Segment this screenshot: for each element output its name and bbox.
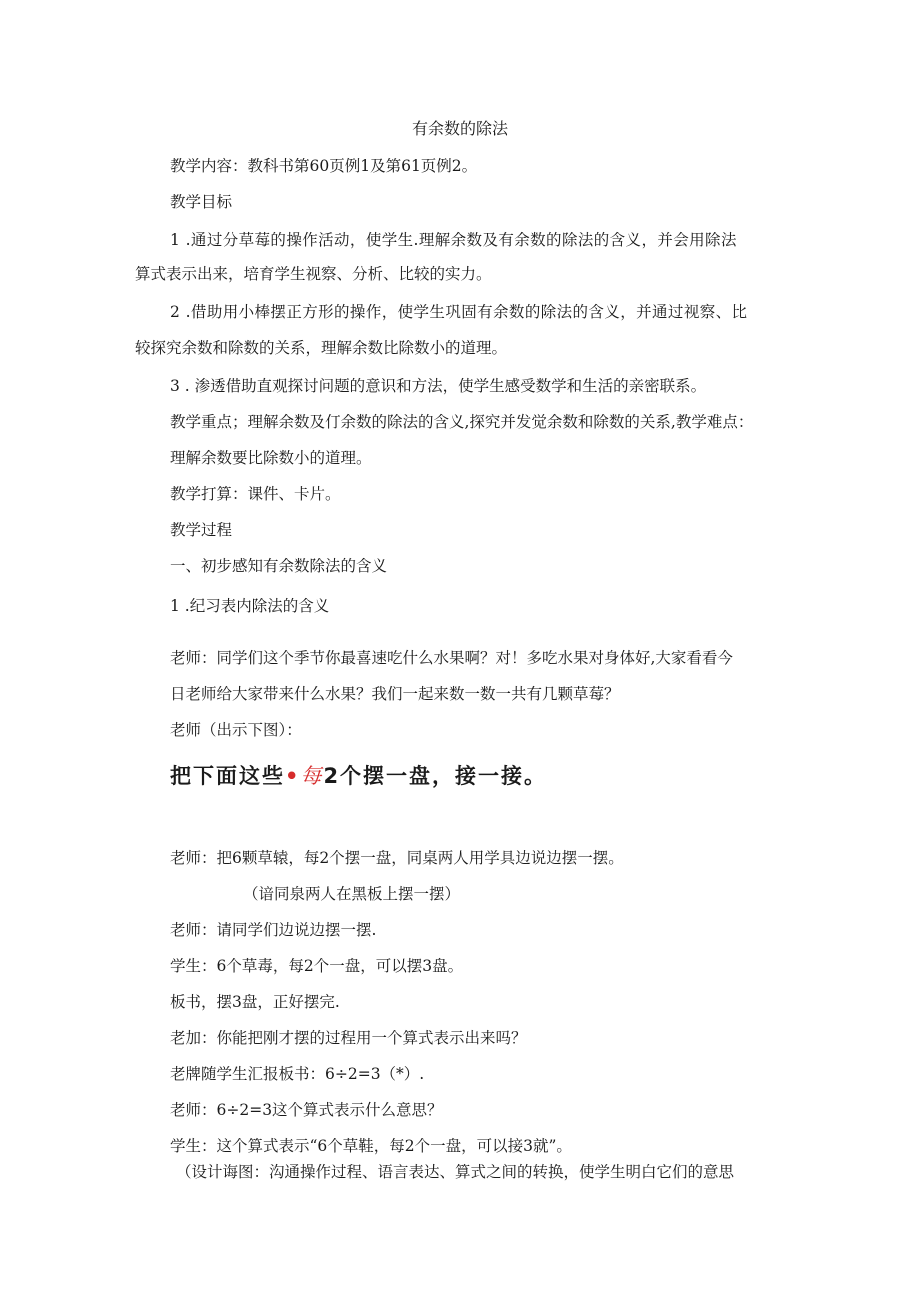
subsection-1: 1 .纪习表内除法的含义 (170, 597, 330, 615)
teacher-line-1b: 日老师给大家带来什么水果？我们一起来数一数一共有几颗草莓？ (170, 685, 620, 703)
key-points-line-2: 理解余数要比除数小的道理。 (170, 449, 372, 467)
goal-3: 3 . 渗透借助直观探讨问题的意识和方法，使学生感受数学和生活的亲密联系。 (170, 377, 707, 395)
section-1-heading: 一、初步感知有余数除法的含义 (170, 557, 388, 575)
goal-1-line-1: 1 .通过分草莓的操作活动，使学生.理解余数及有余数的除法的含义，并会用除法 (170, 231, 737, 249)
teacher-line-1a: 老师：同学们这个季节你最喜速吃什么水果啊？对！多吃水果对身体好,大家看看今 (170, 649, 733, 667)
key-points-line-1: 教学重点；理解余数及仃余数的除法的含义,探究并发觉余数和除数的关系,教学难点： (170, 413, 754, 431)
red-dot-mark: • (285, 764, 301, 788)
content-line: 教学内容：教科书第60页例1及第61页例2。 (170, 157, 478, 175)
image-caption-part-2: 2个摆一盘，接一接。 (323, 764, 548, 788)
teacher-line-3: 老师：把6颗草辕，每2个摆一盘，同桌两人用学具边说边摆一摆。 (170, 849, 624, 867)
goals-heading: 教学目标 (170, 193, 233, 211)
student-line-2: 学生：这个算式表示“6个草鞋，每2个一盘，可以接3就”。 (170, 1137, 572, 1155)
process-heading: 教学过程 (170, 521, 233, 539)
teacher-line-2: 老师（出示下图）： (170, 721, 302, 739)
design-note: （设计诲图：沟通操作过程、语言表达、算式之间的转换，使学生明白它们的意思 (176, 1163, 735, 1181)
teacher-line-4: 老师：请同学们边说边摆一摆. (170, 921, 377, 939)
teaching-prep: 教学打算：课件、卡片。 (170, 485, 341, 503)
red-handwritten-mark: 每 (300, 764, 324, 788)
document-title: 有余数的除法 (411, 119, 508, 138)
teacher-line-5: 老加：你能把刚才摆的过程用一个算式表示出来吗？ (170, 1029, 527, 1047)
goal-2-line-2: 较探究余数和除数的关系，理解余数比除数小的道理。 (135, 339, 508, 357)
goal-2-line-1: 2 .借助用小棒摆正方形的操作，使学生巩固有余数的除法的含义，并通过视察、比 (170, 303, 748, 321)
board-line-1: 板书，摆3盘，正好摆完. (170, 993, 340, 1011)
note-line-1: （谙同泉两人在黑板上摆一摆） (243, 885, 461, 903)
goal-1-line-2: 算式表示出来，培育学生视察、分析、比较的实力。 (135, 265, 492, 283)
teacher-line-7: 老师：6÷2=3这个算式表示什么意思？ (170, 1101, 443, 1119)
image-caption-part-1: 把下面这些 (170, 764, 285, 788)
image-caption-text (170, 762, 547, 790)
student-line-1: 学生：6个草毒，每2个一盘，可以摆3盘。 (170, 957, 464, 975)
teacher-line-6: 老牌随学生汇报板书：6÷2=3（*）. (170, 1065, 425, 1083)
